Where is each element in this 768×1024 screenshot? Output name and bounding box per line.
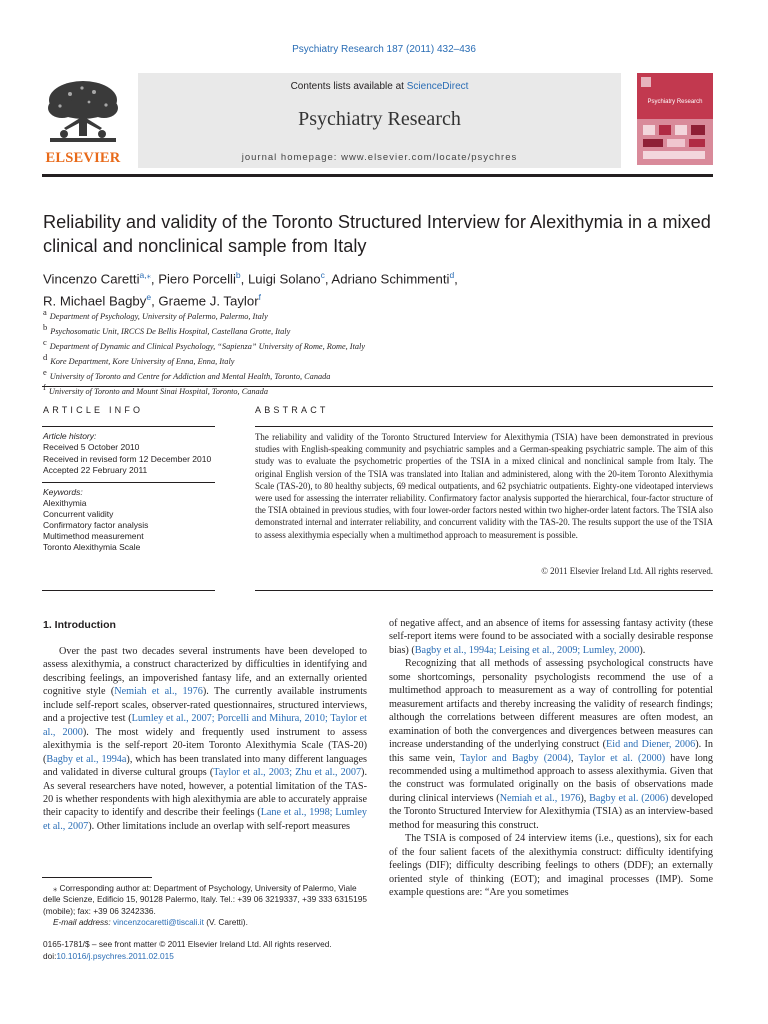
affiliation-item bbox=[43, 307, 713, 322]
body-paragraph bbox=[389, 832, 713, 899]
body-text: ). The most widely and frequently used instrument to assess alexithymia is the self-report 20-item Toronto Alexithymia Scale (TAS-20) ( bbox=[43, 726, 367, 765]
body-column-left bbox=[43, 645, 367, 833]
info-rule bbox=[42, 590, 215, 591]
article-info-heading: ARTICLE INFO bbox=[43, 405, 144, 415]
affiliation-marker: c bbox=[43, 336, 47, 347]
history-label: Article history: bbox=[43, 431, 97, 441]
body-text: ), bbox=[580, 792, 590, 804]
citation-link[interactable]: Taylor et al. (2000) bbox=[578, 752, 666, 764]
author-affiliation-marker[interactable]: f bbox=[258, 292, 261, 303]
keyword-item: Multimethod measurement bbox=[43, 530, 144, 541]
body-paragraph bbox=[43, 645, 367, 833]
history-item: Received 5 October 2010 bbox=[43, 442, 140, 453]
publisher-wordmark: ELSEVIER bbox=[45, 150, 121, 166]
doi-link[interactable]: 10.1016/j.psychres.2011.02.015 bbox=[56, 950, 174, 961]
author-affiliation-marker[interactable]: a,⁎ bbox=[139, 270, 151, 280]
author-affiliation-marker[interactable]: e bbox=[146, 292, 152, 303]
masthead-rule bbox=[42, 174, 713, 177]
keyword-item: Toronto Alexithymia Scale bbox=[43, 541, 141, 552]
citation-link[interactable]: Nemiah et al., 1976 bbox=[114, 686, 203, 698]
info-rule bbox=[42, 482, 215, 483]
body-text: ). In this same vein, bbox=[389, 739, 714, 764]
body-text: Recognizing that all methods of assessing psychological constructs have some shortcomings, personality psychologists recommend the use of a multimethod approach to measurement as a way of controlling for potential measurement artifacts and thereby increasing the validity of research findings; although the correlations between different measures are often modest, an examination of both the convergences and divergences between measures can increase understanding of the underlying construct ( bbox=[389, 658, 713, 751]
article-title: Reliability and validity of the Toronto Structured Interview for Alexithymia in a mixed clinical and nonclinical sample from Italy bbox=[43, 212, 711, 256]
keywords-label: Keywords: bbox=[43, 487, 83, 497]
citation-link[interactable]: Lumley et al., 2007; Porcelli and Mihura, 2010; Taylor et al., 2000 bbox=[43, 713, 367, 738]
body-text: developed the Toronto Structured Interview for Alexithymia (TSIA) as an interview-based method for measuring this construct. bbox=[389, 792, 713, 831]
affiliation-item bbox=[43, 367, 713, 382]
issn-line: 0165-1781/$ – see front matter © 2011 Elsevier Ireland Ltd. All rights reserved. bbox=[43, 939, 332, 949]
author-name: Adriano Schimmenti bbox=[331, 271, 450, 287]
cover-title: Psychiatry Research bbox=[647, 99, 703, 105]
doi-label: doi: bbox=[43, 950, 57, 961]
footnote-rule bbox=[42, 877, 152, 878]
affiliation-marker: e bbox=[43, 366, 47, 377]
keyword-item: Confirmatory factor analysis bbox=[43, 519, 149, 530]
body-text: ). bbox=[639, 644, 646, 656]
history-item: Received in revised form 12 December 2010 bbox=[43, 453, 212, 464]
abstract-rule bbox=[255, 590, 713, 591]
front-matter-info bbox=[43, 939, 373, 962]
section-heading-introduction: 1. Introduction bbox=[43, 619, 116, 631]
author-name: Vincenzo Caretti bbox=[43, 271, 140, 287]
author-name: Luigi Solano bbox=[247, 271, 321, 287]
body-text: Over the past two decades several instruments have been developed to assess alexithymia, a construct characterized by difficulties in identifying and describing feelings, an impoverished fantasy life, and an externally oriented cognitive style ( bbox=[43, 646, 367, 698]
author-affiliation-marker[interactable]: d bbox=[449, 270, 455, 280]
abstract-text: The reliability and validity of the Toronto Structured Interview for Alexithymia (TSIA) have been demonstrated in previous studies with English-speaking community and psychiatric samples and a German-speaking psychiatric sample. The aim of this study was to evaluate the psychometric properties of the TSIA in a mixed clinical and nonclinical sample from Italy. The original English version of the TSIA was translated into Italian and administered, along with the 20-item Toronto Alexithymia Scale (TAS-20), to 80 healthy subjects, 69 medical outpatients, and 62 psychiatric outpatients. Eighty-one videotaped interviews were used for assessing the interrater reliability. Confirmatory factor analysis supported the hierarchical, four-factor structure of the TSIA obtained in previous studies, with four lower-order factors nested within two higher-order latent factors. The TSIA also demonstrated internal and interrater reliability, and concurrent validity with the TAS-20. The results support the use of the TSIA to assess alexithymia especially when a multimethod approach to measurement is possible. bbox=[255, 432, 713, 540]
abstract-heading: ABSTRACT bbox=[255, 405, 329, 415]
corresponding-text: ⁎ Corresponding author at: Department of Psychology, University of Palermo, Viale delle Scienze, Edificio 15, 90128 Palermo, Italy. Tel.: +39 06 3219337, +39 333 6315195 (mobile); fax: +39 06 3242336. bbox=[43, 883, 367, 916]
body-paragraph bbox=[389, 657, 713, 832]
affiliation-text: Department of Psychology, University of Palermo, Palermo, Italy bbox=[49, 311, 268, 321]
citation-link[interactable]: Bagby et al., 1994a; Leising et al., 2009; Lumley, 2000 bbox=[414, 644, 640, 656]
author-list bbox=[43, 266, 713, 311]
affiliation-item bbox=[43, 382, 713, 397]
author-name: Graeme J. Taylor bbox=[158, 293, 259, 309]
title-rule bbox=[42, 386, 713, 387]
article-history bbox=[43, 431, 223, 476]
citation-link[interactable]: Bagby et al., 1994a bbox=[46, 753, 127, 765]
body-text: ). As several researchers have noted, however, a potential limitation of the TAS-20 is whether respondents with high alexithymia are able to accurately appraise their capacity to identify and describe their feelings ( bbox=[43, 767, 367, 819]
author-separator: , bbox=[150, 271, 159, 287]
keywords-block bbox=[43, 487, 223, 552]
affiliation-text: Psychosomatic Unit, IRCCS De Bellis Hospital, Castellana Grotte, Italy bbox=[50, 326, 291, 336]
body-text: The TSIA is composed of 24 interview items (i.e., questions), six for each of the four salient facets of the alexithymia construct: difficulty identifying feelings (DIF); difficulty describing feelings to others (DDF); an externally oriented style of thinking (EOT); and imaginal processes (IMP). Some example questions are: “Are you sometimes bbox=[389, 833, 713, 899]
affiliation-text: University of Toronto and Mount Sinai Hospital, Toronto, Canada bbox=[48, 386, 268, 396]
affiliation-text: University of Toronto and Centre for Addiction and Mental Health, Toronto, Canada bbox=[49, 371, 331, 381]
body-column-right bbox=[389, 617, 713, 900]
abstract-copyright: © 2011 Elsevier Ireland Ltd. All rights reserved. bbox=[541, 566, 713, 576]
affiliation-text: Department of Dynamic and Clinical Psychology, “Sapienza” University of Rome, Rome, Italy bbox=[49, 341, 366, 351]
email-link[interactable]: vincenzocaretti@tiscali.it bbox=[112, 917, 204, 928]
journal-title: Psychiatry Research bbox=[298, 108, 461, 130]
journal-cover-thumbnail[interactable] bbox=[637, 73, 713, 165]
body-text: of negative affect, and an absence of items for assessing fantasy activity (these self-report items were found to be associated with a socially desirable response bias) ( bbox=[389, 618, 713, 656]
citation-link[interactable]: Bagby et al. (2006) bbox=[589, 792, 669, 804]
body-text: have long recommended using a multimethod approach to assess alexithymia. Given that the construct was formulated originally on the basis of observations made during clinical interviews ( bbox=[389, 752, 713, 804]
affiliation-item bbox=[43, 322, 713, 337]
author-separator: , bbox=[324, 271, 332, 287]
citation-link[interactable]: Lane et al., 1998; Lumley et al., 2007 bbox=[43, 807, 367, 832]
affiliation-marker: a bbox=[43, 307, 47, 317]
citation-link[interactable]: Taylor et al., 2003; Zhu et al., 2007 bbox=[213, 767, 362, 779]
body-text: , bbox=[570, 752, 579, 764]
email-suffix: (V. Caretti). bbox=[203, 917, 248, 928]
author-name: R. Michael Bagby bbox=[43, 293, 147, 309]
author-affiliation-marker[interactable]: c bbox=[320, 270, 325, 280]
contents-prefix: Contents lists available at bbox=[290, 81, 407, 92]
info-rule bbox=[42, 426, 215, 427]
author-separator: , bbox=[454, 271, 458, 287]
body-text: ). Other limitations include an overlap with self-report measures bbox=[88, 820, 350, 832]
affiliation-item bbox=[43, 352, 713, 367]
citation-link[interactable]: Nemiah et al., 1976 bbox=[499, 792, 581, 804]
keyword-item: Alexithymia bbox=[43, 497, 87, 508]
corresponding-author-footnote bbox=[43, 883, 367, 929]
abstract-rule bbox=[255, 426, 713, 427]
affiliation-list bbox=[43, 307, 713, 397]
contents-line bbox=[138, 81, 621, 92]
author-name: Piero Porcelli bbox=[158, 271, 236, 287]
body-paragraph bbox=[389, 617, 713, 657]
history-item: Accepted 22 February 2011 bbox=[43, 464, 148, 475]
sciencedirect-link[interactable]: ScienceDirect bbox=[406, 81, 469, 92]
journal-reference-link[interactable]: Psychiatry Research 187 (2011) 432–436 bbox=[292, 44, 476, 55]
body-text: ). The currently available instruments include self-report scales, observer-rated questionnaires, structured interviews, and a projective test ( bbox=[43, 686, 368, 725]
affiliation-text: Kore Department, Kore University of Enna, Enna, Italy bbox=[50, 356, 235, 366]
body-text: ), which has been translated into many different languages and validated in diverse cultural groups ( bbox=[43, 753, 367, 779]
affiliation-marker: d bbox=[43, 351, 48, 362]
author-separator: , bbox=[240, 271, 248, 287]
keyword-item: Concurrent validity bbox=[43, 508, 114, 519]
citation-link[interactable]: Eid and Diener, 2006 bbox=[606, 739, 696, 751]
affiliation-item bbox=[43, 337, 713, 352]
journal-homepage-link[interactable]: journal homepage: www.elsevier.com/locate/psychres bbox=[241, 152, 518, 163]
citation-link[interactable]: Taylor and Bagby (2004) bbox=[460, 752, 571, 764]
email-label: E-mail address: bbox=[53, 917, 113, 928]
author-separator: , bbox=[151, 293, 159, 309]
affiliation-marker: b bbox=[43, 321, 48, 332]
author-affiliation-marker[interactable]: b bbox=[235, 270, 241, 280]
